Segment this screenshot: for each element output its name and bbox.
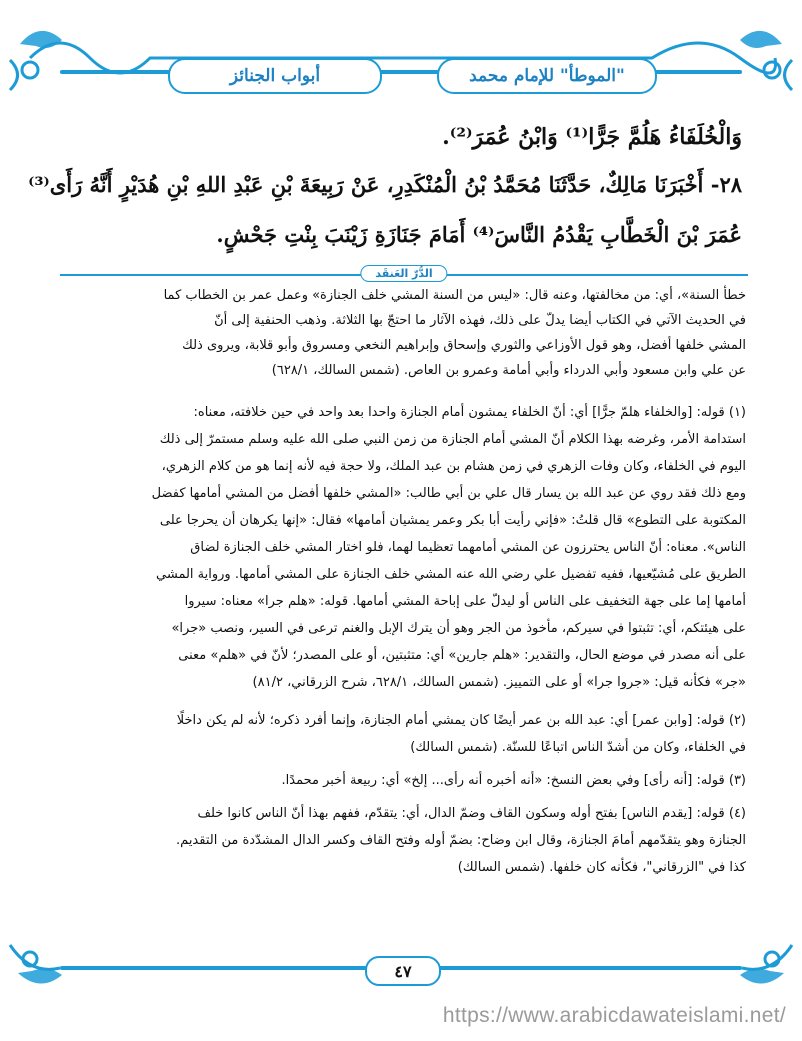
commentary-line: المكتوبة على التطوع» قال قلتُ: «فإني رأيت أبا بكر وعمر يمشيان أمامها» فقال: «إنها يكرهان أن يحرجا على — [159, 513, 746, 528]
commentary-line: الجنازة وهو يتقدّمهم أمامَ الجنازة، وقال ابن وضاح: بضمّ أوله وفتح القاف وكسر الدال المشدّدة من التقديم. — [176, 833, 746, 848]
commentary-line: استدامة الأمر، وغرضه بهذا الكلام أنّ المشي أمام الجنازة من زمن النبي صلى الله عليه وسلم مستمرّ إلى ذلك — [159, 432, 746, 447]
commentary-line: الطريق على مُشيّعيها، ففيه تفضيل علي رضي الله عنه المشي خلف الجنازة على المشي أمامها. ورواية المشي — [156, 567, 746, 582]
book-title: "الموطأ" للإمام محمد — [437, 58, 657, 94]
commentary-line: (٢) قوله: [وابن عمر] أي: عبد الله بن عمر أيضًا كان يمشي أمام الجنازة، وإنما أفرد ذكره؛ لأنه لم يكن داخلًا — [176, 713, 746, 728]
watermark-url: https://www.arabicdawateislami.net/ — [442, 1004, 786, 1027]
top-ornament — [0, 0, 802, 100]
commentary-line: (١) قوله: [والخلفاء هلمّ جرًّا] أي: أنّ الخلفاء يمشون أمام الجنازة واحدا بعد واحد في حين خلافته، معناه: — [193, 405, 746, 420]
commentary-line: (٣) قوله: [أنه رأى] وفي بعض النسخ: «أنه أخبره أنه رأى... إلخ» أي: ربيعة أخبر محمدًا. — [281, 773, 746, 788]
hadith-line: ٢٨- أَخْبَرَنَا مَالِكٌ، حَدَّثَنَا مُحَمَّدُ بْنُ الْمُنْكَدِرِ، عَنْ رَبِيعَةَ بْنِ عَبْدِ اللهِ بْنِ هُدَيْرٍ أَنَّهُ رَأَى⁽³⁾ — [28, 172, 742, 197]
commentary-line: «جر» فكأنه قيل: «جروا جرا» أو على التمييز. (شمس السالك، ٦٢٨/١، شرح الزرقاني، ٨١/٢) — [252, 675, 746, 690]
chapter-title: أبواب الجنائز — [168, 58, 382, 94]
hadith-line: وَالْخُلَفَاءُ هَلُمَّ جَرًّا⁽¹⁾ وَابْنُ عُمَرَ⁽²⁾. — [442, 124, 742, 150]
commentary-line: خطأ السنة»، أي: من مخالفتها، وعنه قال: «ليس من السنة المشي خلف الجنازة» وعمل عمر بن الخطاب كما — [163, 288, 746, 303]
header-frame — [0, 0, 802, 100]
section-label: الدُّرّ العَنقَد — [360, 265, 447, 282]
commentary-line: المشي خلفها أفضل، وهو قول الأوزاعي والثوري وإسحاق وإبراهيم النخعي ومسروق وأبو قلابة، ويروى ذلك — [182, 338, 746, 353]
commentary-line: عن علي وابن مسعود وأبي الدرداء وأبي أمامة وعمرو بن العاص. (شمس السالك، ٦٢٨/١) — [271, 363, 746, 378]
commentary-line: الناس». معناه: أنّ الناس يحترزون عن المشي أمامهما تعظيما لهما، فلو اختار المشي خلف الجنازة لضاق — [190, 540, 746, 555]
commentary-line: (٤) قوله: [يقدم الناس] بفتح أوله وسكون القاف وضمّ الدال، أي: يتقدّم، ففهم بهذا أنّ الناس كانوا خلف — [197, 806, 746, 821]
commentary-line: على أنه مصدر في موضع الحال، والتقدير: «هلم جارين» أي: متثبتين، أو على المصدر؛ لأنّ في «هلم» معنى — [178, 648, 746, 663]
commentary-line: أمامها إما على جهة التخفيف على الناس أو ليدلّ على إباحة المشي أمامها. قوله: «هلم جرا» معناه: سيروا — [184, 594, 746, 609]
section-divider — [60, 269, 748, 281]
commentary-line: اليوم في الخلفاء، وكان وفات الزهري في زمن هشام بن عبد الملك، ولا حجة فيه لأنه إنما هو من كلام الزهري، — [161, 459, 746, 474]
commentary-line: على هيئتكم، أي: تثبتوا في سيركم، مأخوذ من الجر وهو أن يترك الإبل والغنم ترعى في السير، ونصب «جرا» — [171, 621, 746, 636]
commentary-line: في الحديث الآتي في الكتاب أيضا يدلّ على ذلك، فهذه الآثار ما احتجّ بها الثلاثة. وذهب الحنفية إلى أنّ — [214, 313, 746, 328]
commentary-line: ومع ذلك فقد روي عن عبد الله بن يسار قال علي بن أبي طالب: «المشي خلفها أفضل من المشي أمامها كفضل — [151, 486, 746, 501]
page-number: ٤٧ — [365, 956, 441, 986]
commentary-line: في الخلفاء، وكان من أشدّ الناس اتباعًا للسنّة. (شمس السالك) — [410, 740, 746, 755]
commentary-line: كذا في "الزرقاني"، فكأنه كان خلفها. (شمس السالك) — [457, 860, 746, 875]
hadith-line: عُمَرَ بْنَ الْخَطَّابِ يَقْدُمُ النَّاسَ⁽⁴⁾ أَمَامَ جَنَازَةِ زَيْنَبَ بِنْتِ جَحْشٍ. — [216, 222, 742, 247]
